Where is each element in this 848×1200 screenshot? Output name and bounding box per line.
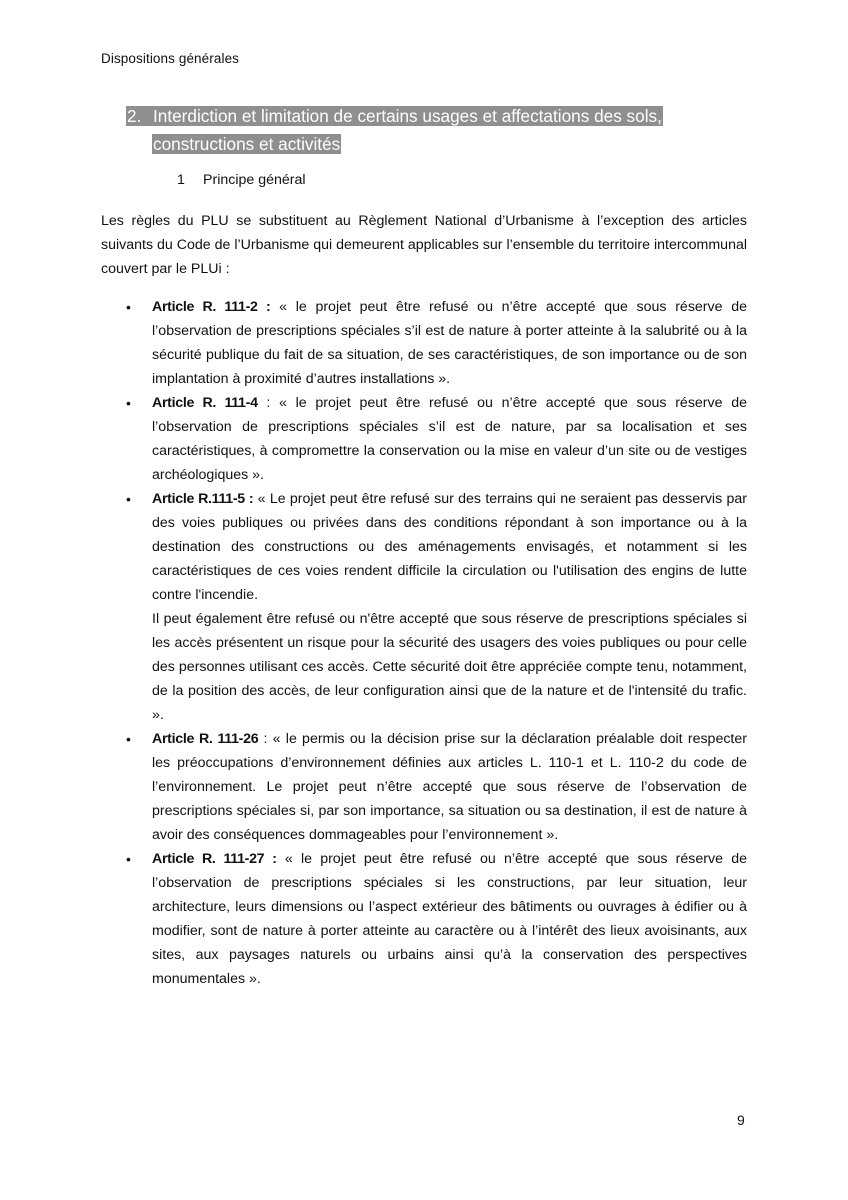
article-label: Article R. 111-27 : (152, 851, 277, 867)
article-paragraph (152, 487, 747, 607)
article-label: Article R.111-5 : (152, 491, 254, 507)
article-item (101, 487, 747, 727)
section-heading-line1 (126, 106, 663, 126)
bullet-icon: • (126, 851, 131, 867)
page-number: 9 (737, 1112, 745, 1128)
article-item (101, 847, 747, 991)
article-text: : « le permis ou la décision prise sur la déclaration préalable doit respecter les préoccupations d’environnement définies aux articles L. 110-1 et L. 110-2 du code de l’environnement. Le projet peut n’être accepté que sous réserve de l’observation de prescriptions spéciales si, par son importance, sa situation ou sa destination, il est de nature à avoir des conséquences dommageables pour l’environnement ». (152, 731, 747, 843)
bullet-icon: • (126, 299, 131, 315)
article-label: Article R. 111-4 (152, 395, 258, 411)
section-title-line1: Interdiction et limitation de certains usages et affectations des sols, (153, 106, 662, 126)
article-text: « le projet peut être refusé ou n’être accepté que sous réserve de l’observation de prescriptions spéciales s’il est de nature à porter atteinte à la salubrité ou à la sécurité publique du fait de sa situation, de ses caractéristiques, de son importance ou de son implantation à proximité d’autres installations ». (152, 299, 747, 387)
article-text-continued: Il peut également être refusé ou n'être accepté que sous réserve de prescriptions spéciales si les accès présentent un risque pour la sécurité des usagers des voies publiques ou pour celle des personnes utilisant ces accès. Cette sécurité doit être appréciée compte tenu, notamment, de la position des accès, de leur configuration ainsi que de la nature et de l'intensité du trafic. ». (152, 611, 747, 723)
article-item (101, 727, 747, 847)
running-header: Dispositions générales (101, 51, 240, 66)
article-label: Article R. 111-2 : (152, 299, 271, 315)
subsection-title: Principe général (203, 172, 306, 188)
bullet-icon: • (126, 395, 131, 411)
section-number: 2. (127, 106, 142, 126)
subsection-number: 1 (177, 172, 185, 188)
article-item (101, 391, 747, 487)
article-list (101, 295, 747, 991)
section-heading (126, 102, 750, 158)
article-text: « Le projet peut être refusé sur des terrains qui ne seraient pas desservis par des voies publiques ou privées dans des conditions répondant à son importance ou à la destination des constructions ou des aménagements envisagés, et notamment si les caractéristiques de ces voies rendent difficile la circulation ou l'utilisation des engins de lutte contre l'incendie. (152, 491, 747, 603)
article-text: : « le projet peut être refusé ou n’être accepté que sous réserve de l’observation de prescriptions spéciales s’il est de nature, par sa localisation et ses caractéristiques, à compromettre la conservation ou la mise en valeur d’un site ou de vestiges archéologiques ». (152, 395, 747, 483)
article-item (101, 295, 747, 391)
article-label: Article R. 111-26 (152, 731, 259, 747)
article-text: « le projet peut être refusé ou n’être accepté que sous réserve de l’observation de prescriptions spéciales si les constructions, par leur situation, leur architecture, leurs dimensions ou l’aspect extérieur des bâtiments ou ouvrages à édifier ou à modifier, sont de nature à porter atteinte au caractère ou à l’intérêt des lieux avoisinants, aux sites, aux paysages naturels ou urbains ainsi qu’à la conservation des perspectives monumentales ». (152, 851, 747, 987)
section-heading-line2 (126, 130, 750, 158)
subsection-heading (177, 172, 306, 188)
bullet-icon: • (126, 731, 131, 747)
intro-paragraph: Les règles du PLU se substituent au Règlement National d’Urbanisme à l’exception des articles suivants du Code de l’Urbanisme qui demeurent applicables sur l’ensemble du territoire intercommunal couvert par le PLUi : (101, 213, 747, 277)
bullet-icon: • (126, 491, 131, 507)
section-title-line2: constructions et activités (153, 134, 341, 154)
